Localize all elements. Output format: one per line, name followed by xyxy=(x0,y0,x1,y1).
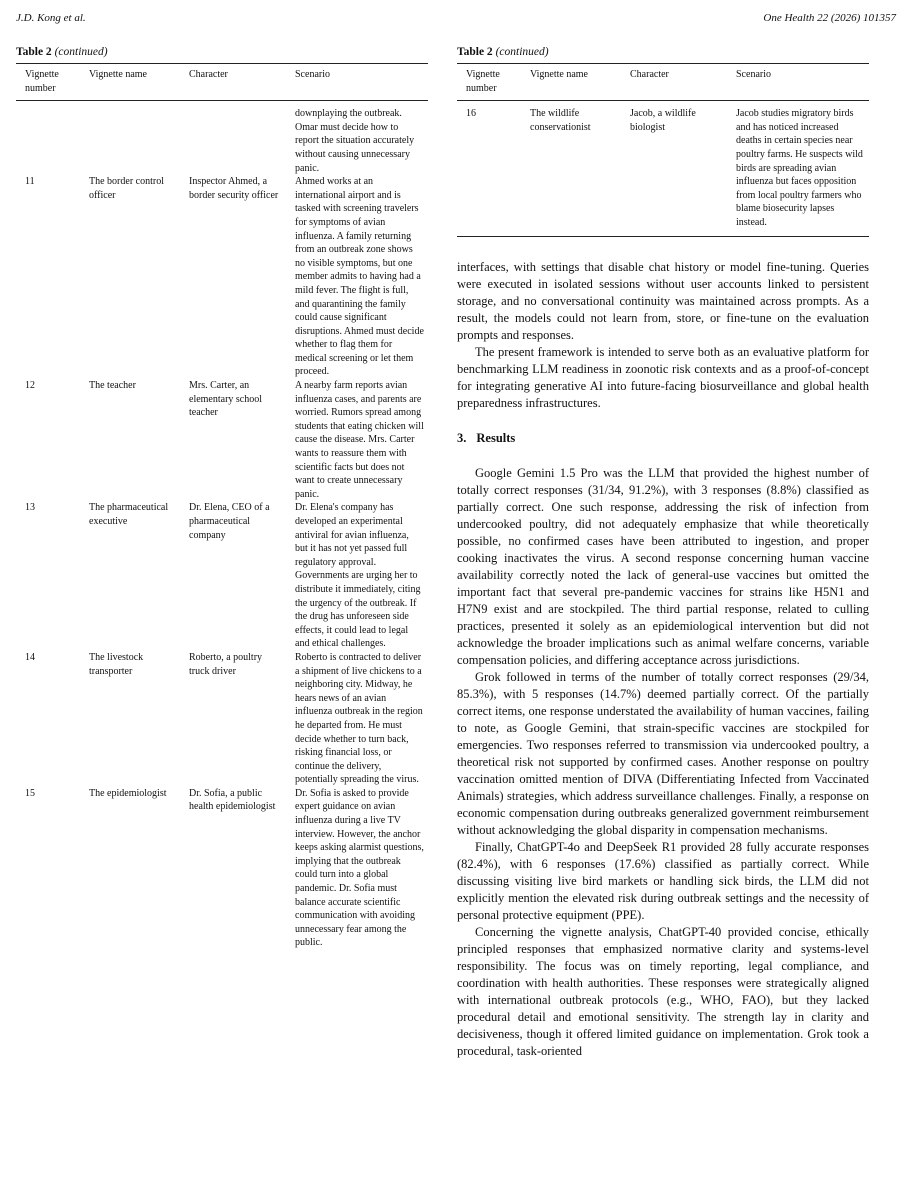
col-header-character: Character xyxy=(621,64,727,101)
cell-name: The pharmaceutical executive xyxy=(89,502,169,527)
table-header-row xyxy=(16,64,428,101)
table-row xyxy=(16,651,428,787)
table-row xyxy=(16,175,428,379)
col-header-scenario: Scenario xyxy=(727,64,869,101)
cell-name: The livestock transporter xyxy=(89,651,144,677)
cell-number: 13 xyxy=(25,502,35,514)
table-caption xyxy=(457,46,869,58)
right-column xyxy=(457,46,869,1060)
cell-name xyxy=(80,101,180,175)
cell-scenario: Jacob studies migratory birds and has noticed increased deaths in certain species near poultry farms. He suspects wild birds are spreading avian influenza but faces opposition from local poultry farmers who blame biosecurity lapses instead. xyxy=(736,108,863,228)
section-number: 3. xyxy=(457,430,467,445)
table-caption xyxy=(16,46,428,58)
paragraph: Google Gemini 1.5 Pro was the LLM that provided the highest number of totally correct responses (31/34, 91.2%), with 3 responses (8.8%) classified as partially correct. One such response, addressing the risk of infection from undercooked poultry, did not adequately emphasize that while theoretically possible, no confirmed cases have been attributed to ingestion, and proper cooking inactivates the virus. A second response concerning human vaccine availability correctly noted the lack of general-use vaccines but omitted the important fact that several pre-pandemic vaccines for strains like H5N1 and H7N9 exist and are stockpiled. The third partial response, related to culling practices, presented it solely as an epidemiological intervention but did not acknowledge the broader implications such as animal welfare concerns, variable compensation policies, and differing acceptance across jurisdictions. xyxy=(457,465,869,667)
cell-name: The teacher xyxy=(89,380,136,392)
cell-number xyxy=(16,101,80,175)
running-header-authors: J.D. Kong et al. xyxy=(16,12,86,24)
running-header-journal: One Health 22 (2026) 101357 xyxy=(763,12,896,24)
left-column xyxy=(16,46,428,950)
cell-character: Dr. Elena, CEO of a pharmaceutical company xyxy=(189,502,270,541)
table-row xyxy=(16,501,428,651)
cell-character xyxy=(180,101,286,175)
paragraph: Finally, ChatGPT-4o and DeepSeek R1 provided 28 fully accurate responses (82.4%), with 6 responses (17.6%) classified as partially correct. While discussing visiting live bird markets or handling sick birds, the LLM did not explicitly mention the elevated risk during outbreak settings and the necessity of personal protective equipment (PPE). xyxy=(457,839,869,922)
col-header-number: Vignette number xyxy=(457,64,521,101)
section-title: Results xyxy=(476,430,516,445)
table-row xyxy=(16,101,428,175)
col-header-character: Character xyxy=(180,64,286,101)
table-caption-label: Table 2 xyxy=(16,46,52,58)
cell-scenario: Dr. Elena's company has developed an experimental antiviral for avian influenza, but it has not yet passed full regulatory approval. Governments are urging her to distribute it immediately, citing the urgency of the outbreak. If the drug has unforeseen side effects, it could lead to legal and ethical challenges. xyxy=(295,502,421,650)
cell-character: Jacob, a wildlife biologist xyxy=(630,108,696,133)
cell-number: 16 xyxy=(466,108,476,120)
body-text xyxy=(457,259,869,1060)
table-row xyxy=(16,379,428,501)
table-caption-continued: (continued) xyxy=(495,46,549,58)
cell-scenario: Roberto is contracted to deliver a shipment of live chickens to a neighboring city. Midway, he hears news of an avian influenza outbreak in the region he departed from. He must decide whether to turn back, risking financial loss, or continue the delivery, potentially spreading the virus. xyxy=(295,651,423,786)
table-caption-label: Table 2 xyxy=(457,46,493,58)
col-header-name: Vignette name xyxy=(521,64,621,101)
cell-scenario: downplaying the outbreak. Omar must decide how to report the situation accurately without causing unnecessary panic. xyxy=(295,108,415,174)
cell-name: The epidemiologist xyxy=(89,787,167,799)
cell-number: 11 xyxy=(25,176,35,188)
cell-character: Roberto, a poultry truck driver xyxy=(189,651,263,677)
section-heading xyxy=(457,430,869,447)
col-header-name: Vignette name xyxy=(80,64,180,101)
vignette-table xyxy=(16,63,428,950)
cell-scenario: A nearby farm reports avian influenza cases, and parents are worried. Rumors spread among students that eating chicken will cause the disease. Mrs. Carter wants to reassure them with scientific facts but does not want to create unnecessary panic. xyxy=(295,380,424,500)
paragraph: Grok followed in terms of the number of totally correct responses (29/34, 85.3%), with 5 responses (14.7%) deemed partially correct. Of the partially correct items, one response understated the availability of human vaccines, failing to note, as Google Gemini, that strain-specific vaccines are stockpiled for emergencies. Two responses referred to transmission via undercooked poultry, a theoretical risk not supported by confirmed cases. Another response on poultry vaccination omitted mention of DIVA (Differentiating Infected from Vaccinated Animals) strategies, which address surveillance challenges. Finally, a response on economic compensation during outbreaks generalized government reimbursement without acknowledging the global disparity in compensation mechanisms. xyxy=(457,669,869,837)
paragraph: interfaces, with settings that disable chat history or model fine-tuning. Queries were executed in isolated sessions without user accounts linked to persistent storage, and no conversational continuity was maintained across prompts. As a result, the models could not learn from, store, or fine-tune on the evaluation prompts and responses. xyxy=(457,259,869,342)
cell-number: 12 xyxy=(25,380,35,392)
paragraph: The present framework is intended to serve both as an evaluative platform for benchmarking LLM readiness in zoonotic risk contexts and as a proof-of-concept for integrating generative AI into future-facing biosurveillance and global health preparedness infrastructures. xyxy=(457,344,869,410)
vignette-table-right xyxy=(457,63,869,237)
cell-scenario: Ahmed works at an international airport and is tasked with screening travelers for symptoms of avian influenza. A family returning from an outbreak zone shows no visible symptoms, but one member admits to having had a mild fever. The flight is full, and quarantining the family could cause significant disruptions. Ahmed must decide whether to flag them for medical screening or let them proceed. xyxy=(295,176,424,378)
table-caption-continued: (continued) xyxy=(54,46,108,58)
col-header-number: Vignette number xyxy=(16,64,80,101)
cell-character: Inspector Ahmed, a border security officer xyxy=(189,176,279,201)
col-header-scenario: Scenario xyxy=(286,64,428,101)
cell-character: Mrs. Carter, an elementary school teacher xyxy=(189,380,263,419)
cell-name: The border control officer xyxy=(89,176,164,201)
table-row xyxy=(16,787,428,950)
table-row xyxy=(457,101,869,236)
cell-name: The wildlife conservationist xyxy=(530,108,591,133)
cell-number: 14 xyxy=(25,651,35,663)
paragraph: Concerning the vignette analysis, ChatGPT-40 provided concise, ethically principled responses that emphasized normative clarity and systems-level responsibility. The focus was on timely reporting, legal compliance, and coordination with health authorities. These responses were strategically aligned with international outbreak protocols (e.g., WHO, FAO), but they lacked procedural detail and emotional sensitivity. The strength lay in clarity and decisiveness, though it offered limited guidance on implementation. Grok took a procedural, task-oriented xyxy=(457,924,869,1058)
cell-character: Dr. Sofia, a public health epidemiologist xyxy=(189,787,276,813)
cell-number: 15 xyxy=(25,787,35,799)
cell-scenario: Dr. Sofia is asked to provide expert guidance on avian influenza during a live TV interview. However, the anchor keeps asking alarmist questions, implying that the outbreak could turn into a global pandemic. Dr. Sofia must balance accurate scientific communication with avoiding unnecessary fear among the public. xyxy=(295,787,424,949)
table-header-row xyxy=(457,64,869,101)
